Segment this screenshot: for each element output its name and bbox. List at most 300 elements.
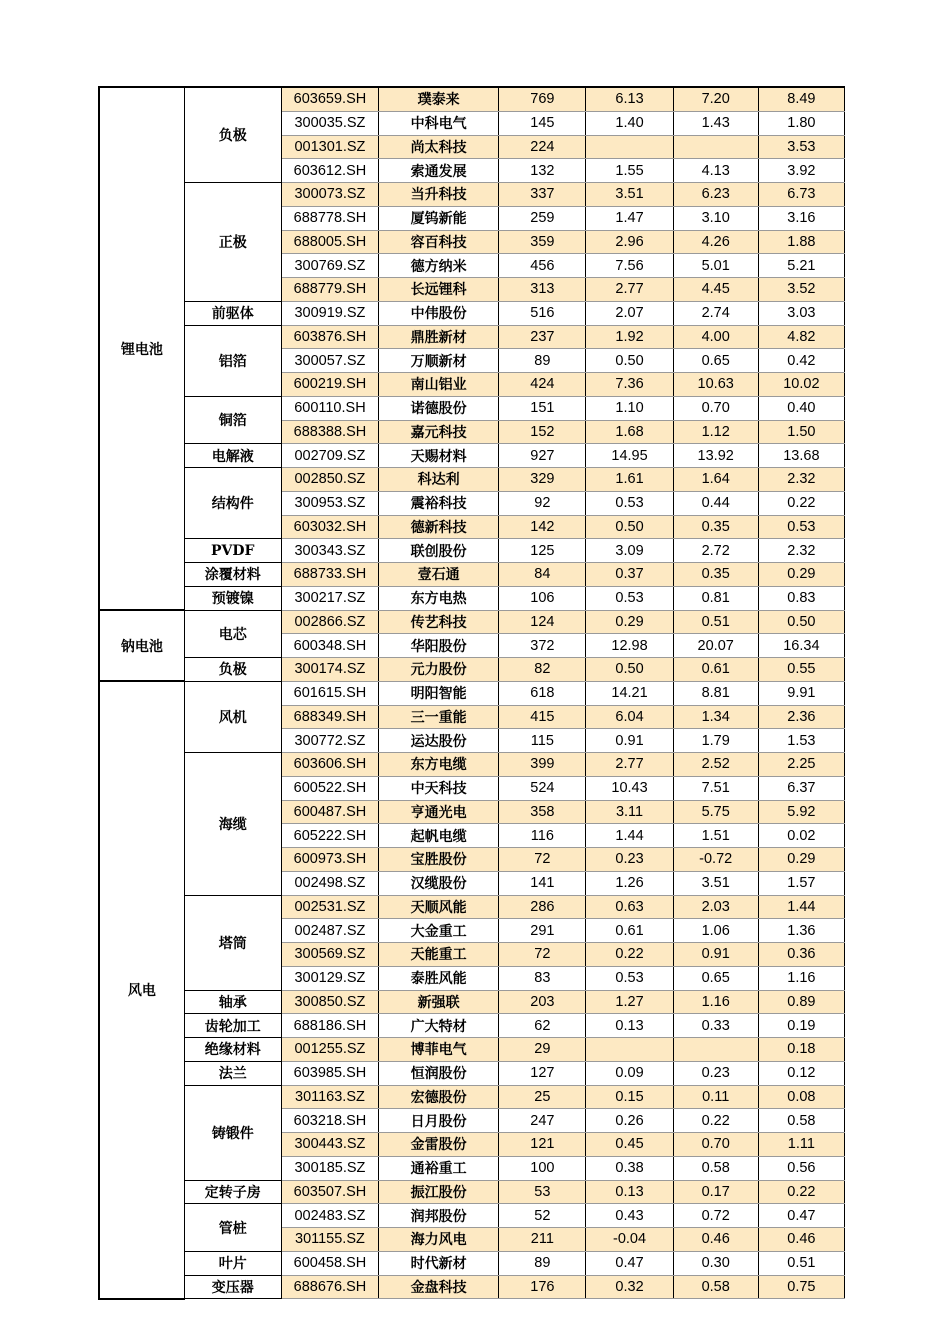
stock-name: 尚太科技 [379, 135, 499, 159]
value-col-4: 6.37 [758, 776, 844, 800]
value-col-3: 4.26 [673, 230, 758, 254]
stock-code: 300772.SZ [281, 729, 378, 753]
stock-code: 300217.SZ [281, 586, 378, 610]
table-row [99, 1014, 845, 1038]
value-col-2: -0.04 [586, 1228, 673, 1252]
value-col-2: 0.53 [586, 586, 673, 610]
value-col-4: 0.56 [758, 1156, 844, 1180]
value-col-1: 237 [499, 325, 586, 349]
stock-code: 688779.SH [281, 278, 378, 302]
value-col-1: 152 [499, 420, 586, 444]
value-col-1: 259 [499, 206, 586, 230]
stock-code: 688676.SH [281, 1275, 378, 1299]
value-col-3: 10.63 [673, 373, 758, 397]
table-row [99, 658, 845, 682]
value-col-2: 0.32 [586, 1275, 673, 1299]
stock-code: 002850.SZ [281, 468, 378, 492]
category-label: PVDF [184, 539, 281, 563]
value-col-4: 0.12 [758, 1061, 844, 1085]
value-col-2: 6.13 [586, 87, 673, 111]
value-col-2: 6.04 [586, 705, 673, 729]
category-label: 风机 [184, 681, 281, 752]
value-col-1: 25 [499, 1085, 586, 1109]
value-col-3: 1.51 [673, 824, 758, 848]
value-col-1: 83 [499, 966, 586, 990]
value-col-3: 0.65 [673, 349, 758, 373]
stock-code: 300174.SZ [281, 658, 378, 682]
value-col-4: 4.82 [758, 325, 844, 349]
stock-name: 天赐材料 [379, 444, 499, 468]
value-col-3: 0.72 [673, 1204, 758, 1228]
value-col-3: 4.13 [673, 159, 758, 183]
table-row [99, 1275, 845, 1299]
value-col-2: 0.63 [586, 895, 673, 919]
stock-code: 300443.SZ [281, 1133, 378, 1157]
value-col-4: 0.75 [758, 1275, 844, 1299]
value-col-4: 2.25 [758, 753, 844, 777]
value-col-4: 0.83 [758, 586, 844, 610]
stock-code: 002498.SZ [281, 871, 378, 895]
stock-name: 亨通光电 [379, 800, 499, 824]
value-col-2: 0.09 [586, 1061, 673, 1085]
value-col-3: 4.00 [673, 325, 758, 349]
value-col-2 [586, 1038, 673, 1062]
value-col-1: 29 [499, 1038, 586, 1062]
stock-code: 688778.SH [281, 206, 378, 230]
table-row [99, 753, 845, 777]
stock-name: 宝胜股份 [379, 848, 499, 872]
stock-code: 300185.SZ [281, 1156, 378, 1180]
stock-name: 汉缆股份 [379, 871, 499, 895]
value-col-2: 1.92 [586, 325, 673, 349]
stock-name: 德方纳米 [379, 254, 499, 278]
value-col-1: 359 [499, 230, 586, 254]
category-label: 电解液 [184, 444, 281, 468]
value-col-3: 0.58 [673, 1275, 758, 1299]
value-col-4: 3.52 [758, 278, 844, 302]
value-col-1: 337 [499, 183, 586, 207]
stock-code: 603876.SH [281, 325, 378, 349]
table-row [99, 1180, 845, 1204]
stock-code: 600110.SH [281, 396, 378, 420]
value-col-4: 0.19 [758, 1014, 844, 1038]
stock-code: 300129.SZ [281, 966, 378, 990]
value-col-2: 2.07 [586, 301, 673, 325]
table-row [99, 586, 845, 610]
value-col-4: 0.36 [758, 943, 844, 967]
value-col-1: 121 [499, 1133, 586, 1157]
value-col-2: 0.38 [586, 1156, 673, 1180]
sector-label: 风电 [99, 681, 184, 1299]
stock-code: 600487.SH [281, 800, 378, 824]
stock-name: 振江股份 [379, 1180, 499, 1204]
category-label: 法兰 [184, 1061, 281, 1085]
stock-code: 001301.SZ [281, 135, 378, 159]
value-col-4: 5.92 [758, 800, 844, 824]
stock-code: 603218.SH [281, 1109, 378, 1133]
stock-name: 时代新材 [379, 1251, 499, 1275]
value-col-4: 8.49 [758, 87, 844, 111]
category-label: 预镀镍 [184, 586, 281, 610]
value-col-2: 1.10 [586, 396, 673, 420]
value-col-1: 127 [499, 1061, 586, 1085]
stock-code: 601615.SH [281, 681, 378, 705]
category-label: 绝缘材料 [184, 1038, 281, 1062]
category-label: 海缆 [184, 753, 281, 896]
value-col-1: 141 [499, 871, 586, 895]
value-col-1: 132 [499, 159, 586, 183]
value-col-1: 84 [499, 563, 586, 587]
value-col-3: 1.06 [673, 919, 758, 943]
table-row [99, 1038, 845, 1062]
value-col-3: 0.65 [673, 966, 758, 990]
stock-name: 万顺新材 [379, 349, 499, 373]
category-label: 正极 [184, 183, 281, 302]
value-col-2: 3.11 [586, 800, 673, 824]
value-col-4: 0.29 [758, 848, 844, 872]
value-col-2: 1.26 [586, 871, 673, 895]
table-row [99, 1204, 845, 1228]
value-col-2: 1.40 [586, 111, 673, 135]
value-col-2: 0.29 [586, 610, 673, 634]
stock-name: 华阳股份 [379, 634, 499, 658]
stock-name: 恒润股份 [379, 1061, 499, 1085]
value-col-3: 3.10 [673, 206, 758, 230]
value-col-3: 5.01 [673, 254, 758, 278]
value-col-1: 399 [499, 753, 586, 777]
value-col-4: 0.53 [758, 515, 844, 539]
stock-name: 德新科技 [379, 515, 499, 539]
stock-code: 301155.SZ [281, 1228, 378, 1252]
value-col-2: 2.96 [586, 230, 673, 254]
stock-name: 宏德股份 [379, 1085, 499, 1109]
stock-name: 传艺科技 [379, 610, 499, 634]
value-col-1: 142 [499, 515, 586, 539]
stock-code: 300073.SZ [281, 183, 378, 207]
value-col-3: 0.51 [673, 610, 758, 634]
stock-code: 605222.SH [281, 824, 378, 848]
table-row [99, 1061, 845, 1085]
value-col-1: 524 [499, 776, 586, 800]
stock-name: 金盘科技 [379, 1275, 499, 1299]
stock-code: 301163.SZ [281, 1085, 378, 1109]
value-col-4: 0.42 [758, 349, 844, 373]
stock-code: 600348.SH [281, 634, 378, 658]
table-row [99, 301, 845, 325]
value-col-3: 2.74 [673, 301, 758, 325]
value-col-2: 14.95 [586, 444, 673, 468]
stock-name: 三一重能 [379, 705, 499, 729]
stock-name: 运达股份 [379, 729, 499, 753]
value-col-4: 0.89 [758, 990, 844, 1014]
stock-code: 688186.SH [281, 1014, 378, 1038]
value-col-4: 3.53 [758, 135, 844, 159]
value-col-3: 20.07 [673, 634, 758, 658]
value-col-1: 116 [499, 824, 586, 848]
table-row [99, 610, 845, 634]
value-col-3: 1.43 [673, 111, 758, 135]
value-col-4: 0.08 [758, 1085, 844, 1109]
stock-code: 600458.SH [281, 1251, 378, 1275]
value-col-4: 0.51 [758, 1251, 844, 1275]
stock-name: 天能重工 [379, 943, 499, 967]
value-col-4: 0.55 [758, 658, 844, 682]
value-col-3: 0.35 [673, 515, 758, 539]
stock-code: 001255.SZ [281, 1038, 378, 1062]
value-col-3: 3.51 [673, 871, 758, 895]
table-row [99, 895, 845, 919]
value-col-3: 0.58 [673, 1156, 758, 1180]
stock-name: 科达利 [379, 468, 499, 492]
sector-label: 钠电池 [99, 610, 184, 681]
value-col-2: 2.77 [586, 753, 673, 777]
value-col-3: 0.46 [673, 1228, 758, 1252]
value-col-2: 1.68 [586, 420, 673, 444]
value-col-1: 313 [499, 278, 586, 302]
value-col-3: 0.35 [673, 563, 758, 587]
value-col-3: 6.23 [673, 183, 758, 207]
stock-code: 688005.SH [281, 230, 378, 254]
value-col-1: 124 [499, 610, 586, 634]
value-col-1: 329 [499, 468, 586, 492]
stock-name: 长远锂科 [379, 278, 499, 302]
value-col-2: 0.47 [586, 1251, 673, 1275]
stock-code: 300343.SZ [281, 539, 378, 563]
stock-code: 300569.SZ [281, 943, 378, 967]
value-col-4: 10.02 [758, 373, 844, 397]
stock-code: 688388.SH [281, 420, 378, 444]
value-col-2: 2.77 [586, 278, 673, 302]
value-col-4: 13.68 [758, 444, 844, 468]
stock-name: 东方电缆 [379, 753, 499, 777]
value-col-1: 89 [499, 1251, 586, 1275]
stock-code: 300850.SZ [281, 990, 378, 1014]
category-label: 负极 [184, 87, 281, 183]
value-col-4: 3.92 [758, 159, 844, 183]
value-col-1: 618 [499, 681, 586, 705]
value-col-1: 456 [499, 254, 586, 278]
value-col-2: 0.37 [586, 563, 673, 587]
stock-name: 壹石通 [379, 563, 499, 587]
value-col-4: 9.91 [758, 681, 844, 705]
value-col-4: 2.32 [758, 468, 844, 492]
value-col-1: 106 [499, 586, 586, 610]
stock-name: 南山铝业 [379, 373, 499, 397]
value-col-3: 1.64 [673, 468, 758, 492]
stock-code: 002709.SZ [281, 444, 378, 468]
stock-code: 688349.SH [281, 705, 378, 729]
value-col-3: 7.51 [673, 776, 758, 800]
value-col-1: 125 [499, 539, 586, 563]
value-col-2: 0.50 [586, 349, 673, 373]
stock-name: 鼎胜新材 [379, 325, 499, 349]
value-col-3: 4.45 [673, 278, 758, 302]
value-col-2: 1.27 [586, 990, 673, 1014]
value-col-1: 151 [499, 396, 586, 420]
category-label: 负极 [184, 658, 281, 682]
stock-code: 300057.SZ [281, 349, 378, 373]
value-col-1: 89 [499, 349, 586, 373]
value-col-3: 2.52 [673, 753, 758, 777]
stock-code: 603612.SH [281, 159, 378, 183]
value-col-1: 211 [499, 1228, 586, 1252]
value-col-3: 0.33 [673, 1014, 758, 1038]
value-col-4: 3.16 [758, 206, 844, 230]
stock-name: 东方电热 [379, 586, 499, 610]
value-col-3 [673, 135, 758, 159]
table-row [99, 444, 845, 468]
value-col-1: 358 [499, 800, 586, 824]
value-col-3: 1.79 [673, 729, 758, 753]
category-label: 轴承 [184, 990, 281, 1014]
value-col-4: 1.88 [758, 230, 844, 254]
table-row [99, 87, 845, 111]
value-col-2: 1.55 [586, 159, 673, 183]
value-col-1: 115 [499, 729, 586, 753]
value-col-4: 1.44 [758, 895, 844, 919]
table-row [99, 681, 845, 705]
value-col-4: 0.18 [758, 1038, 844, 1062]
value-col-3: 7.20 [673, 87, 758, 111]
value-col-4: 1.50 [758, 420, 844, 444]
value-col-3: 2.72 [673, 539, 758, 563]
value-col-1: 176 [499, 1275, 586, 1299]
value-col-3: 0.30 [673, 1251, 758, 1275]
value-col-1: 72 [499, 848, 586, 872]
value-col-1: 769 [499, 87, 586, 111]
value-col-2: 0.61 [586, 919, 673, 943]
value-col-2: 0.13 [586, 1180, 673, 1204]
value-col-4: 0.58 [758, 1109, 844, 1133]
stock-name: 新强联 [379, 990, 499, 1014]
stock-name: 诺德股份 [379, 396, 499, 420]
stock-name: 中伟股份 [379, 301, 499, 325]
sector-label: 锂电池 [99, 87, 184, 610]
category-label: 结构件 [184, 468, 281, 539]
stock-code: 300035.SZ [281, 111, 378, 135]
category-label: 铜箔 [184, 396, 281, 444]
value-col-3 [673, 1038, 758, 1062]
table-row [99, 183, 845, 207]
value-col-4: 0.46 [758, 1228, 844, 1252]
value-col-2: 7.56 [586, 254, 673, 278]
value-col-2: 0.53 [586, 491, 673, 515]
value-col-3: 8.81 [673, 681, 758, 705]
stock-name: 日月股份 [379, 1109, 499, 1133]
value-col-1: 72 [499, 943, 586, 967]
value-col-4: 16.34 [758, 634, 844, 658]
table-row [99, 563, 845, 587]
table-row [99, 1085, 845, 1109]
value-col-4: 0.02 [758, 824, 844, 848]
value-col-2: 0.53 [586, 966, 673, 990]
stock-name: 金雷股份 [379, 1133, 499, 1157]
value-col-1: 92 [499, 491, 586, 515]
value-col-1: 100 [499, 1156, 586, 1180]
value-col-2: 0.15 [586, 1085, 673, 1109]
value-col-3: -0.72 [673, 848, 758, 872]
stock-code: 300769.SZ [281, 254, 378, 278]
value-col-4: 6.73 [758, 183, 844, 207]
stock-name: 元力股份 [379, 658, 499, 682]
value-col-2: 10.43 [586, 776, 673, 800]
stock-code: 002487.SZ [281, 919, 378, 943]
value-col-4: 0.50 [758, 610, 844, 634]
stock-code: 300953.SZ [281, 491, 378, 515]
value-col-2: 0.22 [586, 943, 673, 967]
stock-name: 嘉元科技 [379, 420, 499, 444]
value-col-3: 1.12 [673, 420, 758, 444]
category-label: 铸锻件 [184, 1085, 281, 1180]
table-row [99, 325, 845, 349]
stock-code: 688733.SH [281, 563, 378, 587]
value-col-2: 12.98 [586, 634, 673, 658]
value-col-2: 14.21 [586, 681, 673, 705]
value-col-1: 62 [499, 1014, 586, 1038]
value-col-1: 516 [499, 301, 586, 325]
stock-name: 泰胜风能 [379, 966, 499, 990]
value-col-1: 927 [499, 444, 586, 468]
value-col-1: 286 [499, 895, 586, 919]
value-col-3: 1.16 [673, 990, 758, 1014]
value-col-3: 0.91 [673, 943, 758, 967]
category-label: 电芯 [184, 610, 281, 658]
stock-code: 603985.SH [281, 1061, 378, 1085]
stock-name: 海力风电 [379, 1228, 499, 1252]
stock-name: 起帆电缆 [379, 824, 499, 848]
category-label: 叶片 [184, 1251, 281, 1275]
stock-code: 603606.SH [281, 753, 378, 777]
stock-name: 天顺风能 [379, 895, 499, 919]
value-col-2: 0.23 [586, 848, 673, 872]
stock-code: 603507.SH [281, 1180, 378, 1204]
value-col-2: 7.36 [586, 373, 673, 397]
value-col-2: 0.45 [586, 1133, 673, 1157]
value-col-1: 291 [499, 919, 586, 943]
category-label: 定转子房 [184, 1180, 281, 1204]
value-col-4: 1.53 [758, 729, 844, 753]
value-col-2: 0.91 [586, 729, 673, 753]
value-col-3: 0.11 [673, 1085, 758, 1109]
table-row [99, 468, 845, 492]
stock-name: 润邦股份 [379, 1204, 499, 1228]
stock-code: 002866.SZ [281, 610, 378, 634]
value-col-1: 372 [499, 634, 586, 658]
value-col-4: 1.36 [758, 919, 844, 943]
table-row [99, 1251, 845, 1275]
value-col-2: 1.44 [586, 824, 673, 848]
value-col-3: 0.70 [673, 1133, 758, 1157]
stock-name: 博菲电气 [379, 1038, 499, 1062]
value-col-1: 145 [499, 111, 586, 135]
stock-name: 大金重工 [379, 919, 499, 943]
stock-name: 明阳智能 [379, 681, 499, 705]
table-body [99, 87, 845, 1299]
value-col-4: 1.57 [758, 871, 844, 895]
value-col-2: 0.13 [586, 1014, 673, 1038]
value-col-4: 2.36 [758, 705, 844, 729]
stock-code: 002483.SZ [281, 1204, 378, 1228]
stock-code: 300919.SZ [281, 301, 378, 325]
value-col-1: 203 [499, 990, 586, 1014]
stock-name: 容百科技 [379, 230, 499, 254]
stock-name: 璞泰来 [379, 87, 499, 111]
value-col-3: 0.23 [673, 1061, 758, 1085]
value-col-3: 1.34 [673, 705, 758, 729]
stock-table [98, 86, 845, 1300]
stock-name: 厦钨新能 [379, 206, 499, 230]
value-col-1: 52 [499, 1204, 586, 1228]
